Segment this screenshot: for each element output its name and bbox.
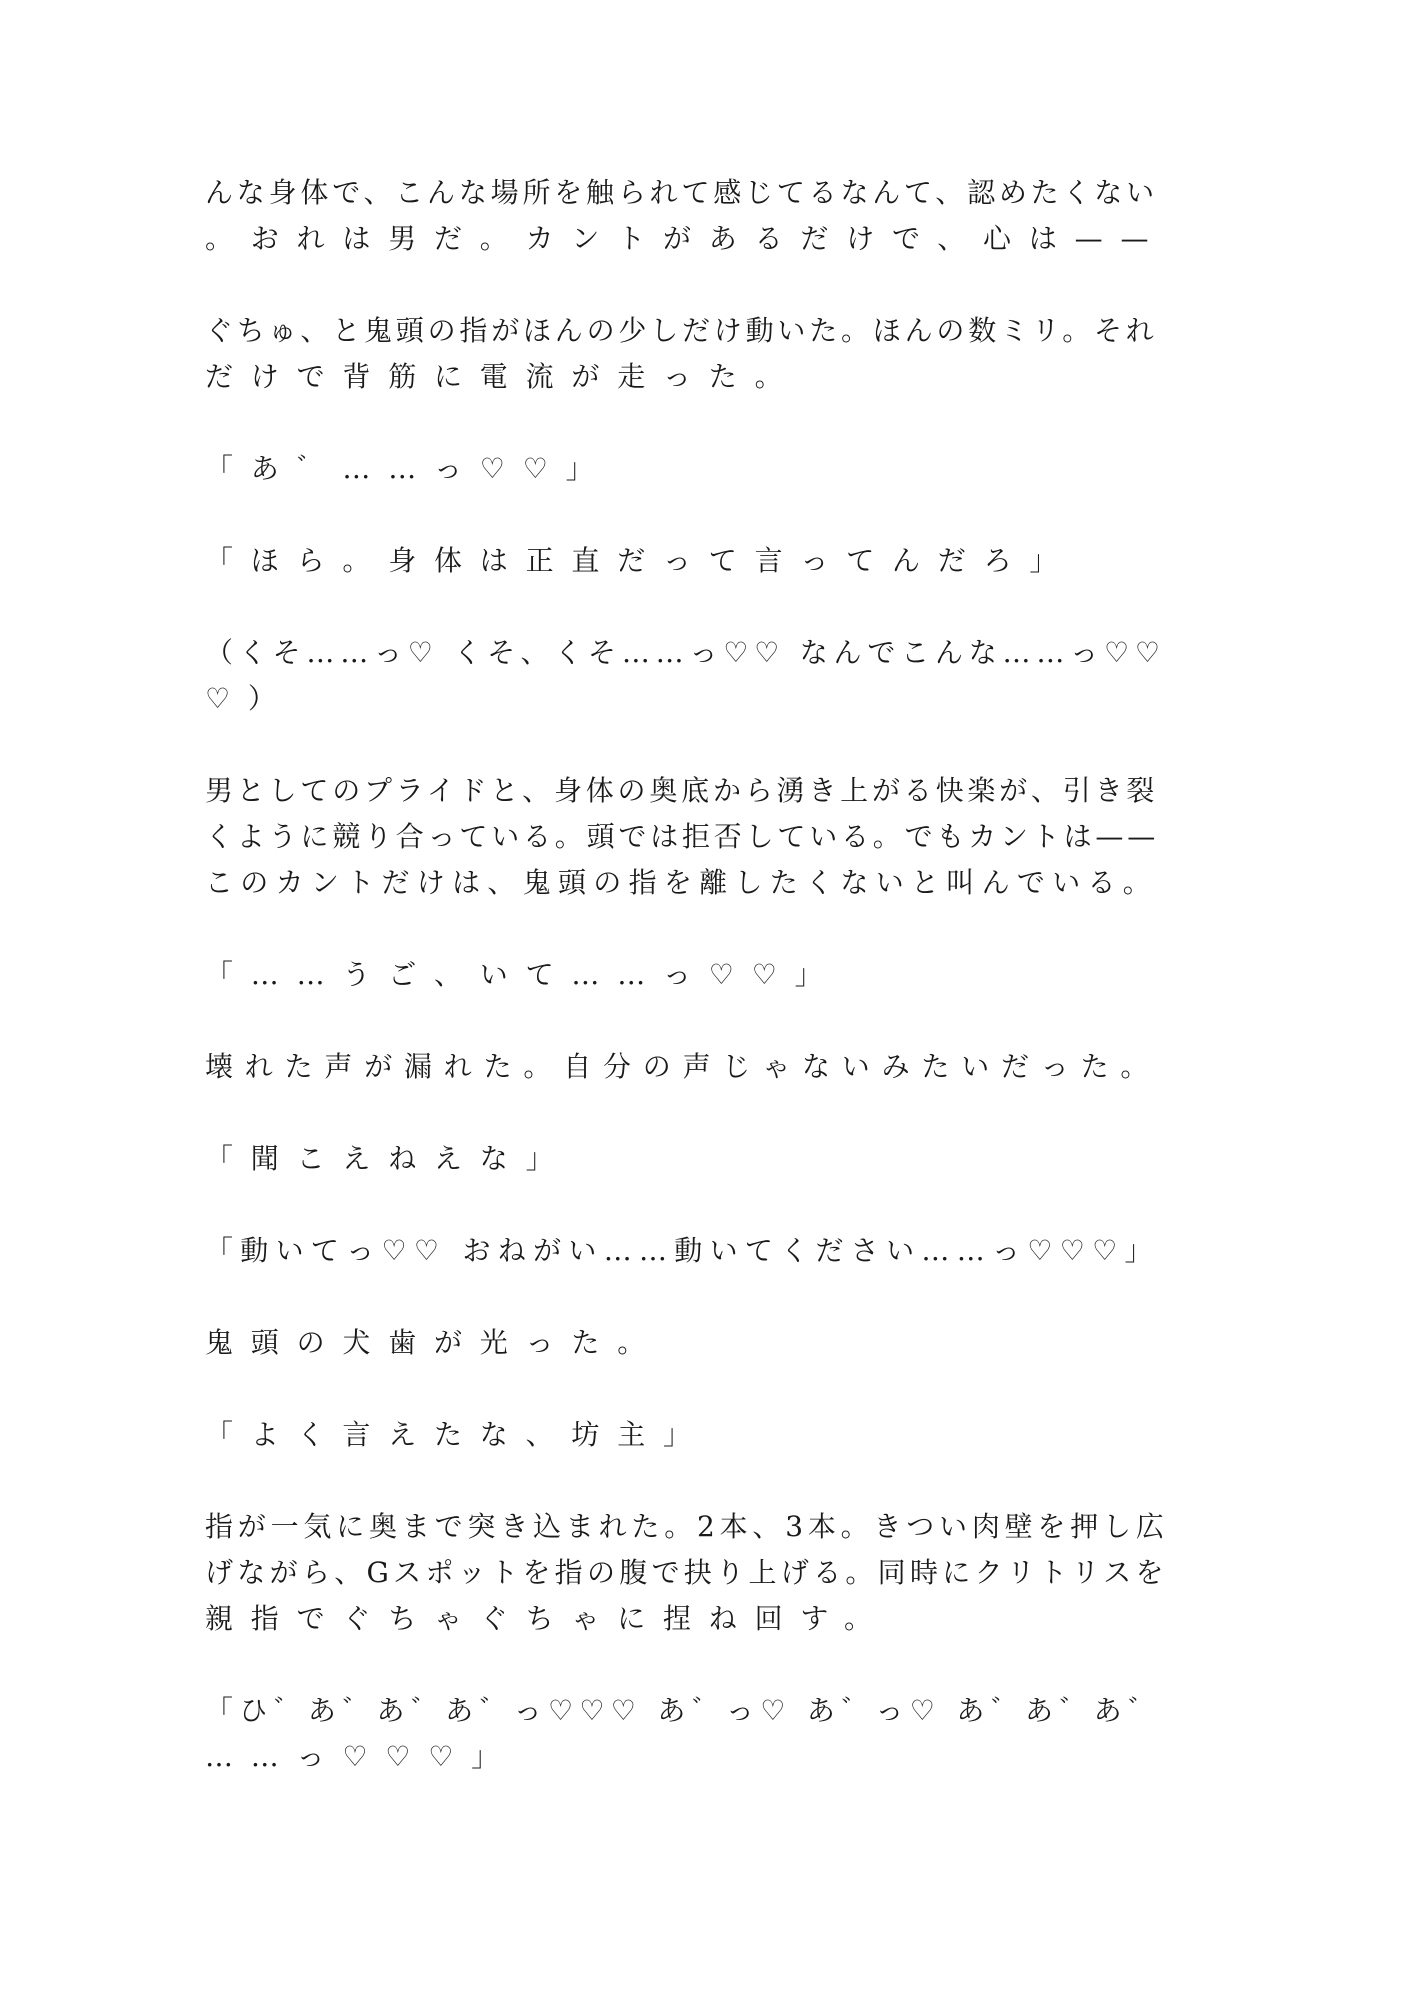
text-line: 「ひ゛あ゛あ゛あ゛っ♡♡♡ あ゛っ♡ あ゛っ♡ あ゛あ゛あ゛	[205, 1694, 1163, 1727]
paragraph	[205, 768, 1170, 906]
paragraph	[205, 538, 1170, 584]
paragraph	[205, 1412, 1170, 1458]
text-line: 男としてのプライドと、身体の奥底から湧き上がる快楽が、引き裂	[205, 774, 1159, 807]
text-line: 「聞こえねえな」	[205, 1142, 572, 1175]
paragraph	[205, 952, 1170, 998]
paragraph	[205, 1504, 1170, 1642]
text-line: げながら、Gスポットを指の腹で抉り上げる。同時にクリトリスを	[205, 1556, 1168, 1589]
paragraph	[205, 1320, 1170, 1366]
text-line: ♡）	[205, 682, 294, 715]
text-line: 鬼頭の犬歯が光った。	[205, 1326, 664, 1359]
paragraph	[205, 630, 1170, 722]
text-line: くように競り合っている。頭では拒否している。でもカントは——	[205, 820, 1160, 853]
text-line: 指が一気に奥まで突き込まれた。2本、3本。きつい肉壁を押し広	[205, 1510, 1169, 1543]
text-line: だけで背筋に電流が走った。	[205, 360, 801, 393]
paragraph	[205, 1228, 1170, 1274]
text-line: 「よく言えたな、坊主」	[205, 1418, 709, 1451]
text-line: 「動いてっ♡♡ おねがい……動いてください……っ♡♡♡」	[205, 1234, 1160, 1267]
text-line: （くそ……っ♡ くそ、くそ……っ♡♡ なんでこんな……っ♡♡	[205, 636, 1166, 669]
text-line: 。おれは男だ。カントがあるだけで、心は——	[205, 222, 1167, 255]
text-line: ……っ♡♡♡」	[205, 1740, 517, 1773]
text-line: このカントだけは、鬼頭の指を離したくないと叫んでいる。	[205, 866, 1159, 899]
paragraph	[205, 1044, 1170, 1090]
text-line: 親指でぐちゃぐちゃに捏ね回す。	[205, 1602, 890, 1635]
text-line: ぐちゅ、と鬼頭の指がほんの少しだけ動いた。ほんの数ミリ。それ	[205, 314, 1158, 347]
document-page	[205, 170, 1170, 1826]
paragraph	[205, 170, 1170, 262]
paragraph	[205, 446, 1170, 492]
paragraph	[205, 1688, 1170, 1780]
text-line: 「ほら。身体は正直だって言ってんだろ」	[205, 544, 1076, 577]
paragraph	[205, 308, 1170, 400]
paragraph	[205, 1136, 1170, 1182]
text-line: んな身体で、こんな場所を触られて感じてるなんて、認めたくない	[205, 176, 1158, 209]
text-line: 壊れた声が漏れた。自分の声じゃないみたいだった。	[205, 1050, 1161, 1083]
text-line: 「……うご、いて……っ♡♡」	[205, 958, 841, 991]
text-line: 「あ゛……っ♡♡」	[205, 452, 612, 485]
